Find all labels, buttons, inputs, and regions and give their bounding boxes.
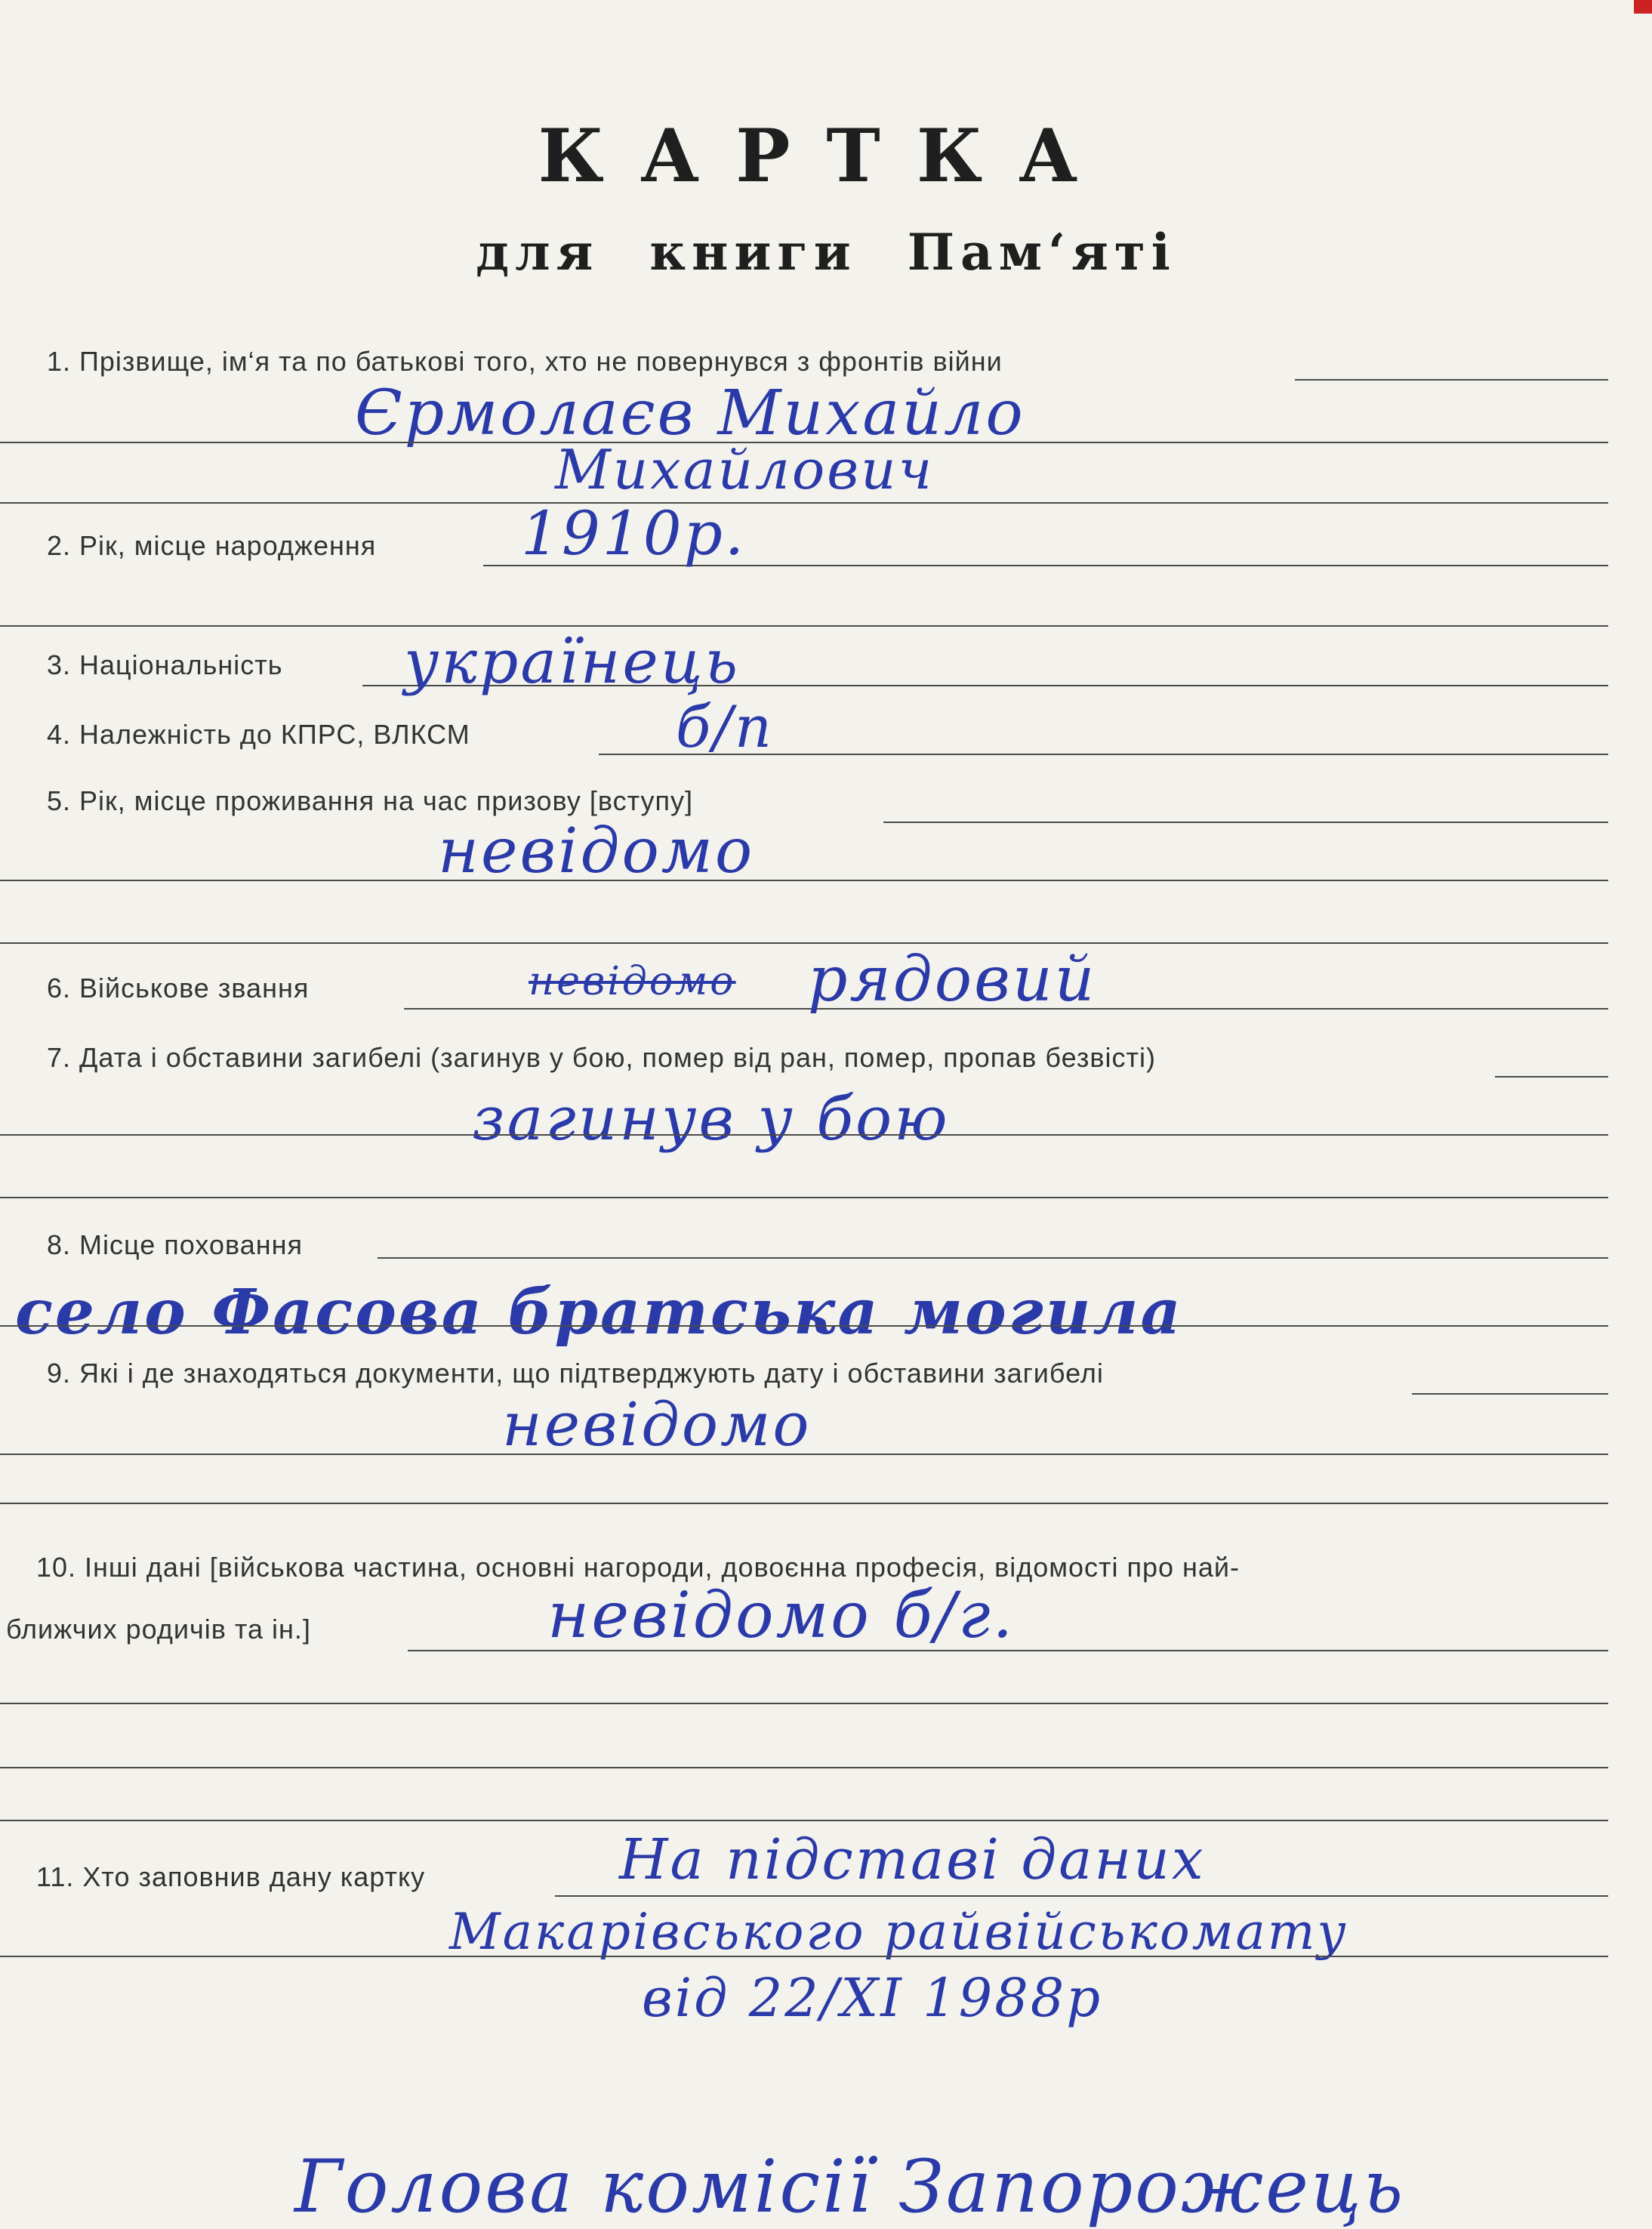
hw-rank-struck: невідомо xyxy=(529,959,736,1004)
field-2-label: 2. Рік, місце народження xyxy=(47,530,377,561)
hw-party: б/п xyxy=(676,693,774,760)
rule-7c xyxy=(0,1197,1608,1198)
corner-mark xyxy=(1634,0,1652,14)
hw-rank: рядовий xyxy=(808,944,1097,1016)
hw-documents: невідомо xyxy=(502,1389,812,1460)
hw-signature: Голова комісії Запорожець xyxy=(294,2144,1406,2229)
rule-5b xyxy=(0,880,1608,881)
field-6-label: 6. Військове звання xyxy=(47,973,310,1004)
rule-5a xyxy=(883,822,1608,823)
hw-other: невідомо б/г. xyxy=(547,1578,1016,1652)
hw-birth-year: 1910р. xyxy=(521,498,747,569)
field-4-label: 4. Належність до КПРС, ВЛКСМ xyxy=(47,719,470,750)
rule-9a xyxy=(1412,1393,1608,1395)
field-1-label: 1. Прізвище, ім‘я та по батькові того, хто не повернувся з фронтів війни xyxy=(47,346,1003,377)
field-3-label: 3. Національність xyxy=(47,649,283,680)
rule-9c xyxy=(0,1503,1608,1504)
hw-patronymic: Михайлович xyxy=(555,438,935,501)
hw-surname-name: Єрмолаєв Михайло xyxy=(355,378,1025,449)
rule-8a xyxy=(378,1257,1608,1259)
field-11-label: 11. Хто заповнив дану картку xyxy=(36,1861,426,1892)
field-8-label: 8. Місце поховання xyxy=(47,1229,303,1260)
rule-11b xyxy=(0,1956,1608,1957)
field-7-label: 7. Дата і обставини загибелі (загинув у бою, помер від ран, помер, пропав безвісті) xyxy=(47,1042,1156,1073)
hw-nationality: українець xyxy=(404,627,741,697)
rule-7a xyxy=(1495,1076,1608,1078)
rule-8b xyxy=(0,1325,1608,1327)
rule-7b xyxy=(0,1134,1608,1136)
rule-2b xyxy=(0,625,1608,627)
rule-10c xyxy=(0,1767,1608,1768)
card-title: КАРТКА xyxy=(538,113,1114,199)
rule-1c xyxy=(0,502,1608,504)
hw-filled-by-2: Макарівського райвійськомату xyxy=(449,1903,1348,1961)
hw-filled-by-3: від 22/ХІ 1988р xyxy=(642,1967,1103,2029)
hw-death: загинув у бою xyxy=(472,1084,950,1154)
field-9-label: 9. Які і де знаходяться документи, що підтверджують дату і обставини загибелі xyxy=(47,1358,1104,1389)
rule-11a xyxy=(555,1895,1608,1897)
hw-burial: село Фасова братська могила xyxy=(15,1276,1183,1349)
rule-5c xyxy=(0,942,1608,944)
rule-1a xyxy=(1295,379,1608,381)
field-10-label-line2: ближчих родичів та ін.] xyxy=(6,1614,311,1645)
field-10-label-line1: 10. Інші дані [військова частина, основні нагороди, довоєнна професія, відомості про най- xyxy=(36,1552,1241,1583)
rule-9b xyxy=(0,1454,1608,1455)
rule-10b xyxy=(0,1703,1608,1704)
card-subtitle: для книги Пам‘яті xyxy=(476,223,1176,282)
field-5-label: 5. Рік, місце проживання на час призову [вступу] xyxy=(47,785,693,816)
rule-10d xyxy=(0,1820,1608,1821)
hw-residence: невідомо xyxy=(438,815,755,887)
hw-filled-by-1: На підставі даних xyxy=(619,1827,1206,1892)
